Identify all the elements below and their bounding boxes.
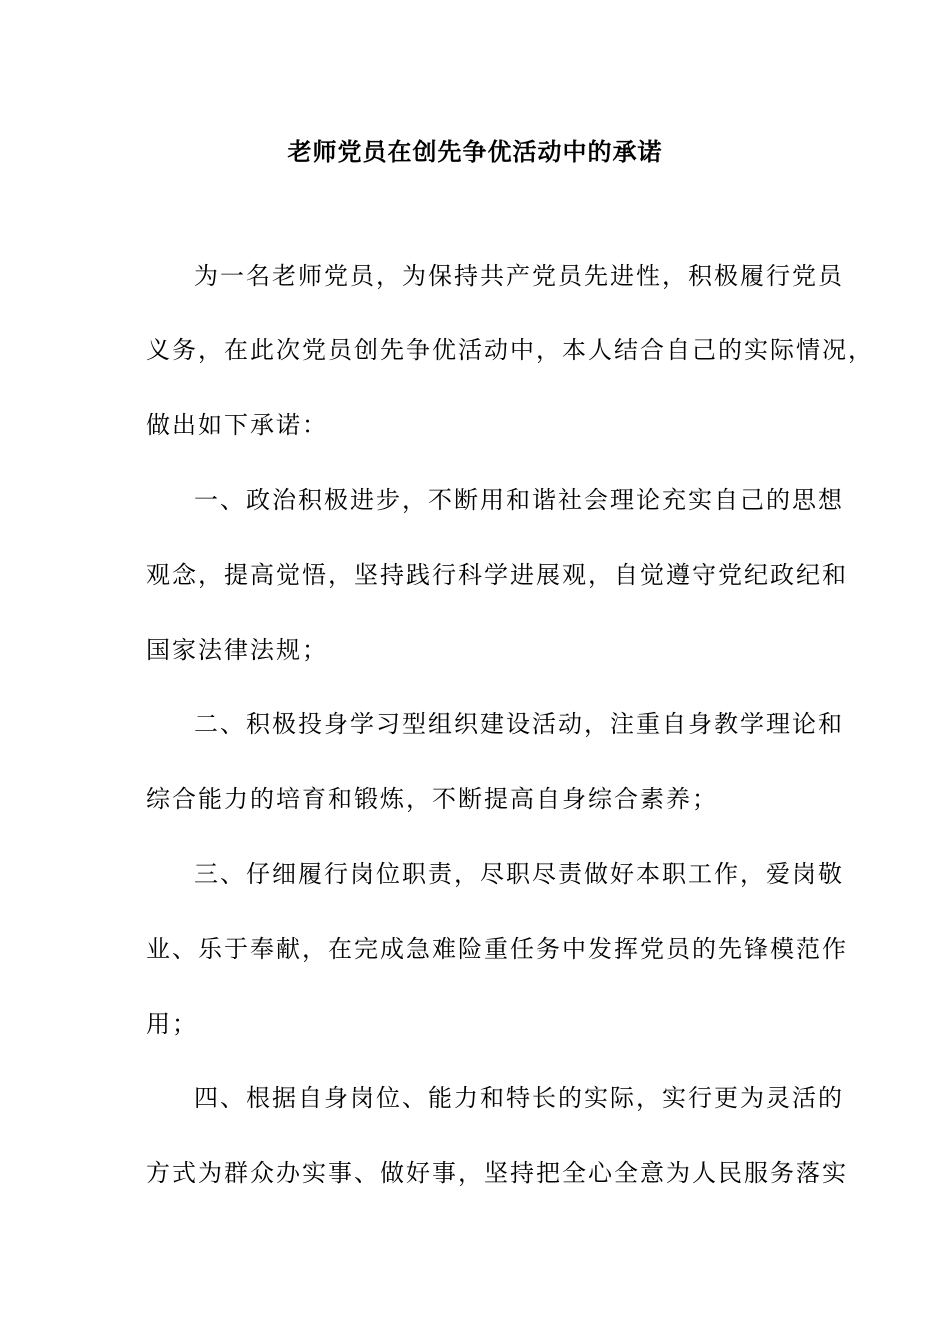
paragraph-line: 综合能力的培育和锻炼，不断提高自身综合素养； bbox=[146, 785, 718, 813]
paragraph-line: 观念，提高觉悟，坚持践行科学进展观，自觉遵守党纪政纪和 bbox=[146, 561, 848, 589]
document-title: 老师党员在创先争优活动中的承诺 bbox=[287, 137, 663, 166]
paragraph-line: 做出如下承诺： bbox=[146, 411, 328, 439]
paragraph-line: 用； bbox=[146, 1010, 198, 1038]
paragraph-line: 二、积极投身学习型组织建设活动，注重自身教学理论和 bbox=[194, 710, 844, 738]
paragraph-line: 义务，在此次党员创先争优活动中，本人结合自己的实际情况， bbox=[146, 336, 874, 364]
paragraph-line: 方式为群众办实事、做好事，坚持把全心全意为人民服务落实 bbox=[146, 1159, 848, 1187]
paragraph-line: 为一名老师党员，为保持共产党员先进性，积极履行党员 bbox=[194, 262, 844, 290]
paragraph-line: 四、根据自身岗位、能力和特长的实际，实行更为灵活的 bbox=[194, 1084, 844, 1112]
paragraph-line: 国家法律法规； bbox=[146, 636, 328, 664]
paragraph-line: 业、乐于奉献，在完成急难险重任务中发挥党员的先锋模范作 bbox=[146, 935, 848, 963]
paragraph-line: 三、仔细履行岗位职责，尽职尽责做好本职工作，爱岗敬 bbox=[194, 860, 844, 888]
paragraph-line: 一、政治积极进步，不断用和谐社会理论充实自己的思想 bbox=[194, 486, 844, 514]
